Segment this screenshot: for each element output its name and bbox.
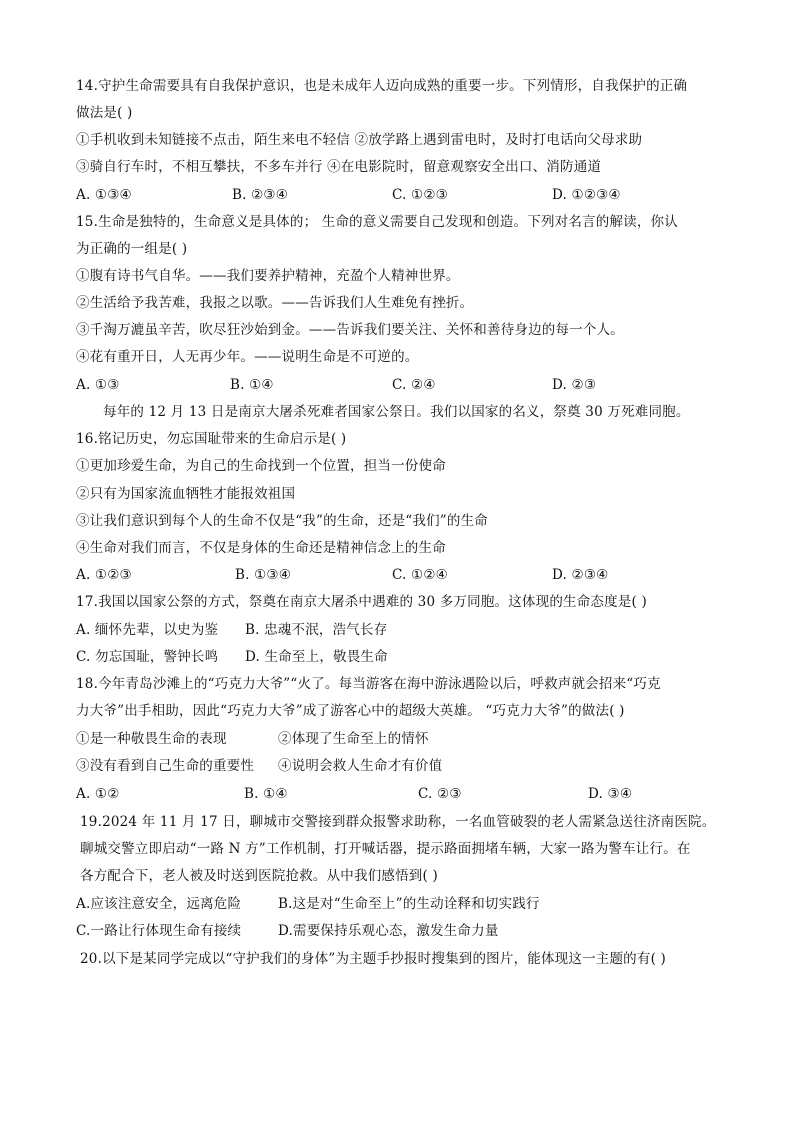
q19-stem-line3: 各方配合下，老人被及时送到医院抢救。从中我们感悟到( ) xyxy=(80,868,438,884)
q14-statements-line2: ③骑自行车时，不相互攀扶，不多车并行 ④在电影院时，留意观察安全出口、消防通道 xyxy=(76,159,602,175)
q18-statement-4: ④说明会救人生命才有价值 xyxy=(278,758,443,774)
q14-statements-line1: ①手机收到未知链接不点击，陌生来电不轻信 ②放学路上遇到雷电时，及时打电话向父母求助 xyxy=(76,132,643,148)
q14-option-d: D. ①②③④ xyxy=(552,187,621,203)
q16-statement-2: ②只有为国家流血牺牲才能报效祖国 xyxy=(76,486,296,502)
q16-statement-3: ③让我们意识到每个人的生命不仅是“我”的生命，还是“我们”的生命 xyxy=(76,513,489,529)
q19-option-d: D.需要保持乐观心态，激发生命力量 xyxy=(278,923,499,939)
q18-option-b: B. ①④ xyxy=(244,786,288,802)
q16-context-paragraph: 每年的 12 月 13 日是南京大屠杀死难者国家公祭日。我们以国家的名义，祭奠 30 万死难同胞。 xyxy=(103,404,690,420)
q16-statement-4: ④生命对我们而言，不仅是身体的生命还是精神信念上的生命 xyxy=(76,540,446,556)
q19-option-a: A.应该注意安全，远离危险 xyxy=(76,896,242,912)
q17-option-d: D. 生命至上，敬畏生命 xyxy=(245,649,388,665)
q18-stem-line1: 18.今年青岛沙滩上的“巧克力大爷”“火了。每当游客在海中游泳遇险以后，呼救声就会招来“巧克 xyxy=(76,676,661,692)
q14-option-c: C. ①②③ xyxy=(392,187,448,203)
q14-stem-line1: 14.守护生命需要具有自我保护意识，也是未成年人迈向成熟的重要一步。下列情形，自我保护的正确 xyxy=(76,78,688,94)
q15-option-c: C. ②④ xyxy=(392,377,436,393)
q16-option-a: A. ①②③ xyxy=(76,567,132,583)
q18-option-d: D. ③④ xyxy=(588,786,633,802)
q15-statement-2: ②生活给予我苦难，我报之以歌。——告诉我们人生难免有挫折。 xyxy=(76,295,474,311)
q18-option-a: A. ①② xyxy=(76,786,120,802)
q19-option-c: C.一路让行体现生命有接续 xyxy=(76,923,242,939)
q16-option-d: D. ②③④ xyxy=(552,567,609,583)
q19-option-b: B.这是对“生命至上”的生动诠释和切实践行 xyxy=(278,896,540,912)
q15-option-b: B. ①④ xyxy=(230,377,274,393)
q19-stem-line1: 19.2024 年 11 月 17 日，聊城市交警接到群众报警求助称，一名血管破裂的老人需紧急送往济南医院。 xyxy=(80,814,716,830)
q17-option-b: B. 忠魂不泯，浩气长存 xyxy=(245,622,388,638)
q15-statement-3: ③千淘万漉虽辛苦，吹尽狂沙始到金。——告诉我们要关注、关怀和善待身边的每一个人。 xyxy=(76,322,624,338)
q20-stem: 20.以下是某同学完成以“守护我们的身体”为主题手抄报时搜集到的图片，能体现这一主题的有( ) xyxy=(80,951,666,967)
q15-statement-4: ④花有重开日，人无再少年。——说明生命是不可逆的。 xyxy=(76,349,419,365)
q14-option-a: A. ①③④ xyxy=(76,187,132,203)
q17-stem: 17.我国以国家公祭的方式，祭奠在南京大屠杀中遇难的 30 多万同胞。这体现的生命态度是( ) xyxy=(76,594,647,610)
q16-stem: 16.铭记历史，勿忘国耻带来的生命启示是( ) xyxy=(76,431,347,447)
q18-statement-1: ①是一种敬畏生命的表现 xyxy=(76,731,227,747)
q15-option-d: D. ②③ xyxy=(552,377,597,393)
q19-stem-line2: 聊城交警立即启动“一路 N 方”工作机制，打开喊话器，提示路面拥堵车辆，大家一路为警车让行。在 xyxy=(80,841,691,857)
q14-option-b: B. ②③④ xyxy=(232,187,289,203)
q15-statement-1: ①腹有诗书气自华。——我们要养护精神，充盈个人精神世界。 xyxy=(76,268,460,284)
q15-stem-line1: 15.生命是独特的，生命意义是具体的； 生命的意义需要自己发现和创造。下列对名言的解读，你认 xyxy=(76,214,678,230)
q18-stem-line2: 力大爷”出手相助，因此“巧克力大爷”成了游客心中的超级大英雄。 “巧克力大爷”的做法( ) xyxy=(76,703,625,719)
q18-statement-3: ③没有看到自己生命的重要性 xyxy=(76,758,255,774)
q14-stem-line2: 做法是( ) xyxy=(76,105,133,121)
q18-option-c: C. ②③ xyxy=(418,786,462,802)
q16-option-b: B. ①③④ xyxy=(235,567,292,583)
q15-option-a: A. ①③ xyxy=(76,377,120,393)
q16-option-c: C. ①②④ xyxy=(392,567,448,583)
q18-statement-2: ②体现了生命至上的情怀 xyxy=(278,731,429,747)
q17-option-a: A. 缅怀先辈，以史为鉴 xyxy=(76,622,219,638)
q15-stem-line2: 为正确的一组是( ) xyxy=(76,241,188,257)
q16-statement-1: ①更加珍爱生命，为自己的生命找到一个位置，担当一份使命 xyxy=(76,458,446,474)
q17-option-c: C. 勿忘国耻，警钟长鸣 xyxy=(76,649,219,665)
